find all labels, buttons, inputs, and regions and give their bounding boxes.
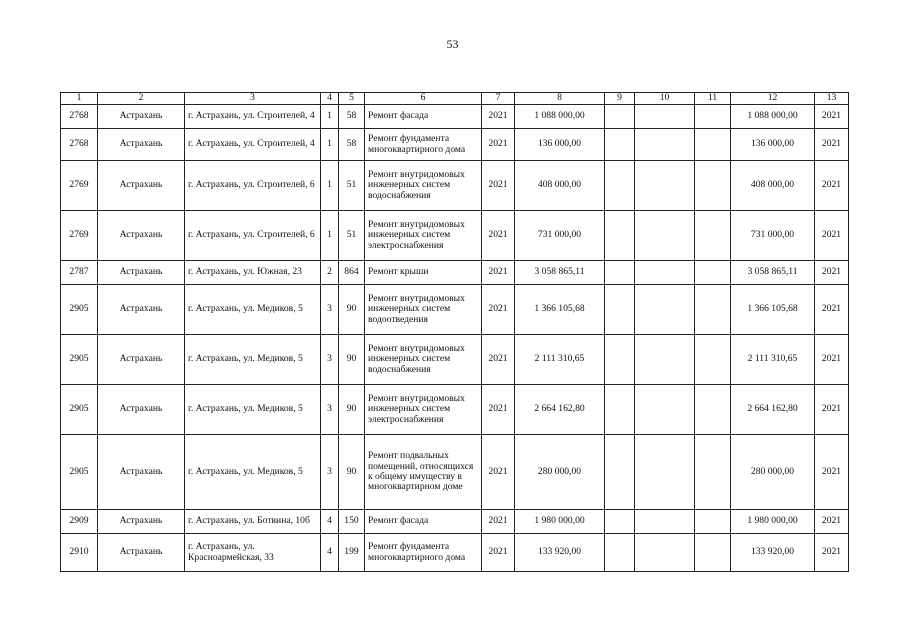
cell-work-type: Ремонт внутридомовых инженерных систем водоснабжения <box>365 161 482 211</box>
cell-completion-year: 2021 <box>815 385 849 435</box>
cell-fund-owners: 2 664 162,80 <box>731 385 815 435</box>
cell-address: г. Астрахань, ул. Медиков, 5 <box>185 285 321 335</box>
cell-record-id: 2769 <box>61 161 98 211</box>
cell-municipality: Астрахань <box>98 129 185 161</box>
column-header-1: 1 <box>61 93 98 105</box>
cell-total-cost: 3 058 865,11 <box>515 261 605 285</box>
cell-total-cost: 408 000,00 <box>515 161 605 211</box>
cell-group: 3 <box>321 385 339 435</box>
cell-total-cost: 1 366 105,68 <box>515 285 605 335</box>
cell-fund-federal <box>605 335 635 385</box>
cell-total-cost: 1 088 000,00 <box>515 105 605 129</box>
cell-work-type: Ремонт крыши <box>365 261 482 285</box>
cell-fund-owners: 3 058 865,11 <box>731 261 815 285</box>
cell-fund-federal <box>605 129 635 161</box>
cell-fund-regional <box>635 261 695 285</box>
cell-fund-federal <box>605 161 635 211</box>
cell-record-id: 2905 <box>61 385 98 435</box>
cell-fund-owners: 2 111 310,65 <box>731 335 815 385</box>
cell-fund-regional <box>635 211 695 261</box>
cell-house-number: 199 <box>339 534 365 572</box>
cell-fund-regional <box>635 285 695 335</box>
cell-year: 2021 <box>482 105 515 129</box>
cell-municipality: Астрахань <box>98 161 185 211</box>
cell-total-cost: 280 000,00 <box>515 435 605 510</box>
column-header-12: 12 <box>731 93 815 105</box>
cell-fund-federal <box>605 211 635 261</box>
cell-year: 2021 <box>482 211 515 261</box>
cell-fund-owners: 1 366 105,68 <box>731 285 815 335</box>
cell-house-number: 90 <box>339 435 365 510</box>
cell-address: г. Астрахань, ул. Медиков, 5 <box>185 335 321 385</box>
cell-fund-local <box>695 285 731 335</box>
table-row <box>61 385 849 435</box>
cell-fund-owners: 408 000,00 <box>731 161 815 211</box>
page-number: 53 <box>446 37 459 51</box>
cell-municipality: Астрахань <box>98 335 185 385</box>
cell-group: 1 <box>321 211 339 261</box>
cell-municipality: Астрахань <box>98 435 185 510</box>
cell-completion-year: 2021 <box>815 211 849 261</box>
cell-record-id: 2769 <box>61 211 98 261</box>
cell-address: г. Астрахань, ул. Строителей, 6 <box>185 211 321 261</box>
cell-group: 4 <box>321 534 339 572</box>
cell-address: г. Астрахань, ул. Южная, 23 <box>185 261 321 285</box>
table-row <box>61 335 849 385</box>
cell-group: 3 <box>321 435 339 510</box>
cell-year: 2021 <box>482 161 515 211</box>
cell-fund-federal <box>605 510 635 534</box>
cell-fund-local <box>695 534 731 572</box>
cell-record-id: 2905 <box>61 335 98 385</box>
cell-house-number: 58 <box>339 105 365 129</box>
cell-house-number: 150 <box>339 510 365 534</box>
cell-fund-local <box>695 435 731 510</box>
cell-total-cost: 2 111 310,65 <box>515 335 605 385</box>
capital-repair-table <box>60 92 849 572</box>
table-body <box>61 105 849 572</box>
column-header-2: 2 <box>98 93 185 105</box>
cell-fund-regional <box>635 385 695 435</box>
cell-completion-year: 2021 <box>815 261 849 285</box>
cell-record-id: 2768 <box>61 105 98 129</box>
column-header-4: 4 <box>321 93 339 105</box>
cell-completion-year: 2021 <box>815 534 849 572</box>
table-row <box>61 435 849 510</box>
table-row <box>61 261 849 285</box>
cell-group: 3 <box>321 335 339 385</box>
cell-fund-regional <box>635 129 695 161</box>
cell-completion-year: 2021 <box>815 285 849 335</box>
cell-total-cost: 133 920,00 <box>515 534 605 572</box>
cell-group: 4 <box>321 510 339 534</box>
cell-work-type: Ремонт фундамента многоквартирного дома <box>365 129 482 161</box>
cell-total-cost: 2 664 162,80 <box>515 385 605 435</box>
cell-fund-owners: 1 088 000,00 <box>731 105 815 129</box>
column-header-13: 13 <box>815 93 849 105</box>
cell-total-cost: 731 000,00 <box>515 211 605 261</box>
cell-work-type: Ремонт подвальных помещений, относящихся к общему имуществу в многоквартирном доме <box>365 435 482 510</box>
column-header-9: 9 <box>605 93 635 105</box>
cell-fund-federal <box>605 105 635 129</box>
cell-completion-year: 2021 <box>815 161 849 211</box>
cell-completion-year: 2021 <box>815 105 849 129</box>
column-header-5: 5 <box>339 93 365 105</box>
cell-work-type: Ремонт фасада <box>365 510 482 534</box>
cell-house-number: 51 <box>339 211 365 261</box>
column-header-8: 8 <box>515 93 605 105</box>
cell-year: 2021 <box>482 435 515 510</box>
cell-fund-regional <box>635 534 695 572</box>
cell-year: 2021 <box>482 261 515 285</box>
column-header-10: 10 <box>635 93 695 105</box>
cell-municipality: Астрахань <box>98 261 185 285</box>
cell-year: 2021 <box>482 285 515 335</box>
cell-house-number: 90 <box>339 285 365 335</box>
cell-group: 1 <box>321 129 339 161</box>
cell-fund-local <box>695 161 731 211</box>
cell-fund-owners: 280 000,00 <box>731 435 815 510</box>
cell-house-number: 90 <box>339 335 365 385</box>
table-row <box>61 510 849 534</box>
column-header-3: 3 <box>185 93 321 105</box>
cell-record-id: 2905 <box>61 435 98 510</box>
cell-fund-federal <box>605 285 635 335</box>
cell-record-id: 2768 <box>61 129 98 161</box>
cell-address: г. Астрахань, ул. Медиков, 5 <box>185 385 321 435</box>
cell-record-id: 2905 <box>61 285 98 335</box>
cell-municipality: Астрахань <box>98 510 185 534</box>
cell-group: 1 <box>321 161 339 211</box>
table-row <box>61 285 849 335</box>
cell-fund-regional <box>635 435 695 510</box>
table-row <box>61 161 849 211</box>
cell-year: 2021 <box>482 385 515 435</box>
table-row <box>61 534 849 572</box>
cell-fund-regional <box>635 335 695 385</box>
cell-fund-owners: 1 980 000,00 <box>731 510 815 534</box>
cell-year: 2021 <box>482 129 515 161</box>
cell-municipality: Астрахань <box>98 211 185 261</box>
cell-record-id: 2909 <box>61 510 98 534</box>
cell-fund-owners: 136 000,00 <box>731 129 815 161</box>
cell-municipality: Астрахань <box>98 385 185 435</box>
cell-house-number: 58 <box>339 129 365 161</box>
cell-year: 2021 <box>482 510 515 534</box>
header-row <box>61 93 849 105</box>
cell-fund-local <box>695 211 731 261</box>
cell-record-id: 2787 <box>61 261 98 285</box>
cell-fund-local <box>695 510 731 534</box>
cell-work-type: Ремонт внутридомовых инженерных систем электроснабжения <box>365 211 482 261</box>
cell-year: 2021 <box>482 534 515 572</box>
cell-fund-local <box>695 335 731 385</box>
cell-total-cost: 136 000,00 <box>515 129 605 161</box>
cell-total-cost: 1 980 000,00 <box>515 510 605 534</box>
cell-municipality: Астрахань <box>98 105 185 129</box>
cell-fund-regional <box>635 105 695 129</box>
cell-fund-federal <box>605 534 635 572</box>
cell-address: г. Астрахань, ул. Красноармейская, 33 <box>185 534 321 572</box>
cell-fund-federal <box>605 385 635 435</box>
table-row <box>61 129 849 161</box>
cell-fund-local <box>695 129 731 161</box>
cell-work-type: Ремонт внутридомовых инженерных систем водоотведения <box>365 285 482 335</box>
cell-fund-local <box>695 105 731 129</box>
cell-completion-year: 2021 <box>815 335 849 385</box>
cell-house-number: 864 <box>339 261 365 285</box>
table-row <box>61 105 849 129</box>
cell-work-type: Ремонт фундамента многоквартирного дома <box>365 534 482 572</box>
cell-record-id: 2910 <box>61 534 98 572</box>
cell-group: 3 <box>321 285 339 335</box>
cell-address: г. Астрахань, ул. Строителей, 4 <box>185 105 321 129</box>
cell-fund-regional <box>635 510 695 534</box>
cell-work-type: Ремонт внутридомовых инженерных систем электроснабжения <box>365 385 482 435</box>
cell-house-number: 90 <box>339 385 365 435</box>
cell-completion-year: 2021 <box>815 510 849 534</box>
cell-work-type: Ремонт внутридомовых инженерных систем водоснабжения <box>365 335 482 385</box>
cell-address: г. Астрахань, ул. Ботвина, 10б <box>185 510 321 534</box>
cell-fund-regional <box>635 161 695 211</box>
column-header-11: 11 <box>695 93 731 105</box>
cell-fund-federal <box>605 261 635 285</box>
cell-completion-year: 2021 <box>815 435 849 510</box>
cell-address: г. Астрахань, ул. Строителей, 4 <box>185 129 321 161</box>
cell-fund-federal <box>605 435 635 510</box>
cell-fund-owners: 133 920,00 <box>731 534 815 572</box>
cell-address: г. Астрахань, ул. Медиков, 5 <box>185 435 321 510</box>
cell-municipality: Астрахань <box>98 285 185 335</box>
cell-group: 2 <box>321 261 339 285</box>
cell-group: 1 <box>321 105 339 129</box>
table-row <box>61 211 849 261</box>
cell-fund-local <box>695 261 731 285</box>
cell-house-number: 51 <box>339 161 365 211</box>
cell-year: 2021 <box>482 335 515 385</box>
cell-completion-year: 2021 <box>815 129 849 161</box>
cell-work-type: Ремонт фасада <box>365 105 482 129</box>
column-header-6: 6 <box>365 93 482 105</box>
cell-address: г. Астрахань, ул. Строителей, 6 <box>185 161 321 211</box>
cell-fund-local <box>695 385 731 435</box>
cell-fund-owners: 731 000,00 <box>731 211 815 261</box>
column-header-7: 7 <box>482 93 515 105</box>
cell-municipality: Астрахань <box>98 534 185 572</box>
